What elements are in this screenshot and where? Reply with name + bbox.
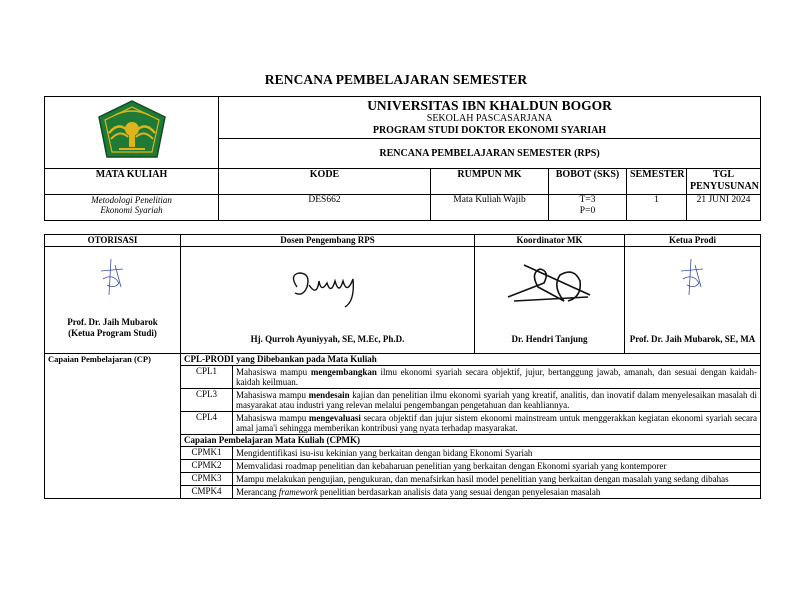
cpmk-code: CPMK1 [181, 447, 233, 460]
cpl-code: CPL3 [181, 389, 233, 412]
bobot-p: P=0 [579, 206, 596, 216]
cpl-text: Mahasiswa mampu mendesain kajian dan penelitian ilmu ekonomi syariah yang kreatif, analitis, dan inovatif dalam menyelesaikan masalah di masyarakat atau industri yang relevan melalui pengembangan pengetahuan dan keahliannya. [233, 389, 761, 412]
program-name: PROGRAM STUDI DOKTOR EKONOMI SYARIAH [372, 125, 607, 136]
col-otorisasi: OTORISASI [45, 235, 181, 247]
cpmk-text: Memvalidasi roadmap penelitian dan kebaharuan penelitian yang berkaitan dengan Ekonomi syariah yang kontemporer [233, 460, 761, 473]
col-mata-kuliah: MATA KULIAH [45, 169, 219, 195]
document-title: RENCANA PEMBELAJARAN SEMESTER [264, 72, 528, 87]
col-bobot: BOBOT (SKS) [549, 169, 627, 195]
koordinator-signature-cell [475, 247, 625, 354]
signature-icon [283, 267, 373, 311]
cpmk-text: Merancang framework penelitian berdasarkan analisis data yang sesuai dengan penyelesaian masalah [233, 486, 761, 499]
cpl-text: Mahasiswa mampu mengevaluasi secara objektif dan jujur sistem ekonomi mainstream untuk menggerakkan kegiatan ekonomi syariah secara amal jama'i sehingga memberikan kontribusi yang nyata terhadap masyarakat. [233, 412, 761, 435]
col-tgl: TGL PENYUSUNAN [687, 169, 761, 195]
cpl-heading: CPL-PRODI yang Dibebankan pada Mata Kuliah [181, 354, 761, 366]
header-table [44, 96, 761, 221]
cpmk-text: Mengidentifikasi isu-isu kekinian yang berkaitan dengan bidang Ekonomi Syariah [233, 447, 761, 460]
course-name-line1: Metodologi Penelitian [91, 195, 172, 205]
signature-icon [93, 257, 133, 299]
otorisasi-name: Prof. Dr. Jaih Mubarok [67, 317, 158, 327]
cpmk-text: Mampu melakukan pengujian, pengukuran, dan menafsirkan hasil model penelitian yang berkaitan dengan masalah yang sedang dibahas [233, 473, 761, 486]
course-semester: 1 [627, 195, 687, 221]
cpmk-code: CPMK3 [181, 473, 233, 486]
otorisasi-signature-cell [45, 247, 181, 354]
dosen-name: Hj. Qurroh Ayuniyyah, SE, M.Ec, Ph.D. [250, 334, 405, 344]
koordinator-name: Dr. Hendri Tanjung [511, 334, 588, 344]
course-code: DES662 [219, 195, 431, 221]
school-name: SEKOLAH PASCASARJANA [426, 113, 553, 124]
otorisasi-role: (Ketua Program Studi) [68, 328, 157, 338]
logo-cell [45, 97, 219, 169]
cpmk-code: CPMK2 [181, 460, 233, 473]
authorization-table [44, 234, 761, 499]
course-name-line2: Ekonomi Syariah [100, 205, 163, 215]
cpmk-heading: Capaian Pembelajaran Mata Kuliah (CPMK) [181, 435, 761, 447]
signature-icon [673, 257, 713, 299]
university-logo-icon [95, 99, 169, 163]
signature-icon [504, 257, 596, 307]
dosen-signature-cell [181, 247, 475, 354]
col-kaprodi: Ketua Prodi [625, 235, 761, 247]
kaprodi-signature-cell [625, 247, 761, 354]
col-rumpun: RUMPUN MK [431, 169, 549, 195]
university-name: UNIVERSITAS IBN KHALDUN BOGOR [367, 98, 612, 113]
document-name: RENCANA PEMBELAJARAN SEMESTER (RPS) [379, 147, 600, 159]
cpl-code: CPL1 [181, 366, 233, 389]
cpmk-code: CMPK4 [181, 486, 233, 499]
col-kode: KODE [219, 169, 431, 195]
bobot-t: T=3 [579, 195, 596, 205]
col-koordinator: Koordinator MK [475, 235, 625, 247]
course-date: 21 JUNI 2024 [687, 195, 761, 221]
cpl-code: CPL4 [181, 412, 233, 435]
course-rumpun: Mata Kuliah Wajib [431, 195, 549, 221]
col-dosen: Dosen Pengembang RPS [181, 235, 475, 247]
cp-label: Capaian Pembelajaran (CP) [45, 354, 181, 499]
col-semester: SEMESTER [627, 169, 687, 195]
kaprodi-name: Prof. Dr. Jaih Mubarok, SE, MA [629, 334, 756, 344]
cpl-text: Mahasiswa mampu mengembangkan ilmu ekonomi syariah secara objektif, jujur, bertanggung jawab, amanah, dan sesuai dengan kaidah-kaidah keilmuan. [233, 366, 761, 389]
